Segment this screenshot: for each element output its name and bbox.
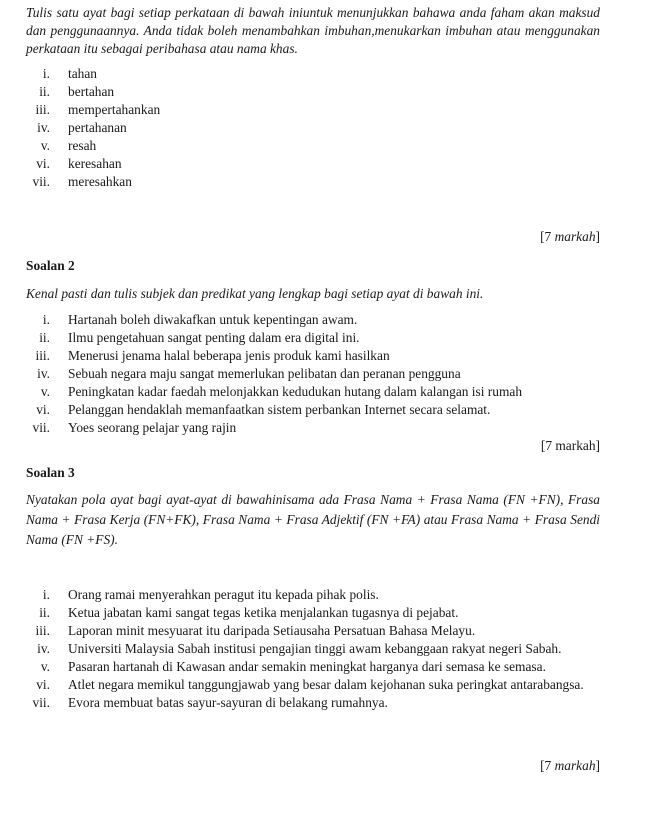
item-text: bertahan: [68, 84, 115, 99]
q2-list: [0, 311, 600, 437]
list-item: [0, 383, 600, 401]
item-numeral: ii.: [39, 605, 50, 620]
list-item: [0, 83, 600, 101]
item-text: resah: [68, 138, 97, 153]
q2-marks: [7 markah]: [540, 438, 600, 453]
item-text: Hartanah boleh diwakafkan untuk kepentingan awam.: [68, 312, 358, 327]
item-text: keresahan: [68, 156, 122, 171]
list-item: [0, 329, 600, 347]
item-numeral: ii.: [39, 84, 50, 99]
item-numeral: iii.: [35, 623, 50, 638]
item-numeral: vi.: [36, 402, 50, 417]
q3-heading: Soalan 3: [26, 465, 75, 480]
item-text: mempertahankan: [68, 102, 161, 117]
q1-marks: [7 markah]: [540, 229, 600, 244]
item-text: Universiti Malaysia Sabah institusi pengajian tinggi awam kebanggaan rakyat negeri Sabah.: [68, 641, 562, 656]
q1-instruction: Tulis satu ayat bagi setiap perkataan di bawah iniuntuk menunjukkan bahawa anda faham akan maksud dan penggunaannya. Anda tidak boleh menambahkan imbuhan,menukarkan imbuhan atau menggunakan perkataan itu sebagai peribahasa atau nama khas.: [26, 5, 600, 56]
item-text: Menerusi jenama halal beberapa jenis produk kami hasilkan: [68, 348, 390, 363]
item-numeral: v.: [40, 384, 50, 399]
q3-list: [0, 586, 600, 712]
item-text: Ketua jabatan kami sangat tegas ketika menjalankan tugasnya di pejabat.: [68, 605, 459, 620]
list-item: [0, 101, 600, 119]
item-numeral: vii.: [32, 420, 50, 435]
q1-list: [0, 65, 600, 191]
item-numeral: vi.: [36, 677, 50, 692]
list-item: [0, 419, 600, 437]
marks-word: markah: [554, 229, 596, 244]
item-text: Yoes seorang pelajar yang rajin: [68, 420, 237, 435]
item-text: Ilmu pengetahuan sangat penting dalam era digital ini.: [68, 330, 360, 345]
item-text: Sebuah negara maju sangat memerlukan pelibatan dan peranan pengguna: [68, 366, 461, 381]
item-text: Pelanggan hendaklah memanfaatkan sistem perbankan Internet secara selamat.: [68, 402, 491, 417]
item-text: tahan: [68, 66, 97, 81]
list-item: [0, 604, 600, 622]
list-item: [0, 311, 600, 329]
list-item: [0, 347, 600, 365]
item-text: Orang ramai menyerahkan peragut itu kepada pihak polis.: [68, 587, 379, 602]
item-numeral: vii.: [32, 695, 50, 710]
list-item: [0, 640, 600, 658]
list-item: [0, 65, 600, 83]
list-item: [0, 586, 600, 604]
item-numeral: iv.: [37, 641, 50, 656]
marks-word: markah: [554, 758, 596, 773]
item-text: Laporan minit mesyuarat itu daripada Setiausaha Persatuan Bahasa Melayu.: [68, 623, 476, 638]
q2-heading: Soalan 2: [26, 258, 75, 273]
item-numeral: i.: [42, 587, 50, 602]
marks-number: 7: [544, 758, 552, 773]
q3-instruction: Nyatakan pola ayat bagi ayat-ayat di bawahinisama ada Frasa Nama + Frasa Nama (FN +FN), Frasa Nama + Frasa Kerja (FN+FK), Frasa Nama + Frasa Adjektif (FN +FA) atau Frasa Nama + Frasa Sendi Nama (FN +FS).: [26, 492, 600, 547]
item-text: meresahkan: [68, 174, 132, 189]
list-item: [0, 365, 600, 383]
item-numeral: v.: [40, 659, 50, 674]
item-text: Peningkatan kadar faedah melonjakkan kedudukan hutang dalam kalangan isi rumah: [68, 384, 523, 399]
item-text: pertahanan: [68, 120, 127, 135]
item-numeral: ii.: [39, 330, 50, 345]
list-item: [0, 676, 600, 694]
item-numeral: iv.: [37, 120, 50, 135]
item-numeral: iv.: [37, 366, 50, 381]
item-numeral: iii.: [35, 102, 50, 117]
item-text: Evora membuat batas sayur-sayuran di belakang rumahnya.: [68, 695, 388, 710]
list-item: [0, 155, 600, 173]
item-numeral: iii.: [35, 348, 50, 363]
item-numeral: vii.: [32, 174, 50, 189]
marks-number: 7: [544, 229, 552, 244]
list-item: [0, 119, 600, 137]
list-item: [0, 137, 600, 155]
list-item: [0, 658, 600, 676]
list-item: [0, 694, 600, 712]
item-numeral: v.: [40, 138, 50, 153]
item-text: Pasaran hartanah di Kawasan andar semakin meningkat harganya dari semasa ke semasa.: [68, 659, 546, 674]
q3-marks: [7 markah]: [540, 758, 600, 773]
list-item: [0, 401, 600, 419]
list-item: [0, 173, 600, 191]
list-item: [0, 622, 600, 640]
item-text: Atlet negara memikul tanggungjawab yang besar dalam kejohanan suka peringkat antarabangsa.: [68, 677, 584, 692]
item-numeral: i.: [42, 312, 50, 327]
q2-instruction: Kenal pasti dan tulis subjek dan predikat yang lengkap bagi setiap ayat di bawah ini.: [26, 286, 484, 301]
item-numeral: i.: [42, 66, 50, 81]
item-numeral: vi.: [36, 156, 50, 171]
